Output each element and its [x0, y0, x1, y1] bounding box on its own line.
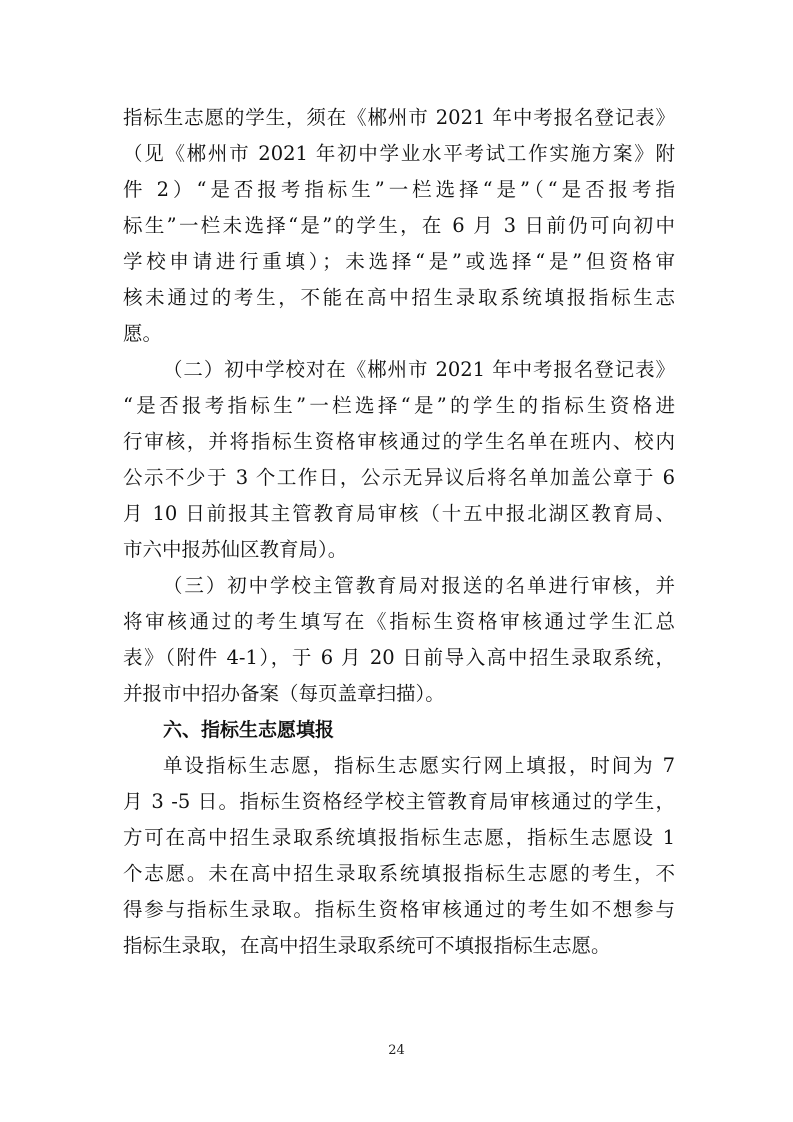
paragraph-line: 学校申请进行重填）；未选择“是”或选择“是”但资格审 — [123, 250, 675, 273]
paragraph-line: 市六中报苏仙区教育局）。 — [123, 538, 348, 561]
paragraph-line: 指标生志愿的学生，须在《郴州市 2021 年中考报名登记表》 — [123, 106, 675, 129]
paragraph-line: 表》（附件 4-1），于 6 月 20 日前导入高中招生录取系统， — [123, 646, 675, 669]
page-number: 24 — [388, 1043, 405, 1058]
paragraph-line: 单设指标生志愿，指标生志愿实行网上填报，时间为 7 — [163, 754, 675, 777]
paragraph-line: 方可在高中招生录取系统填报指标生志愿，指标生志愿设 1 — [123, 826, 675, 849]
paragraph-line: 愿。 — [123, 322, 163, 345]
paragraph-line: 指标生录取，在高中招生录取系统可不填报指标生志愿。 — [123, 934, 611, 957]
paragraph-line: 公示不少于 3 个工作日，公示无异议后将名单加盖公章于 6 — [123, 466, 675, 489]
paragraph-line: 个志愿。未在高中招生录取系统填报指标生志愿的考生，不 — [123, 862, 675, 885]
paragraph-line: （三）初中学校主管教育局对报送的名单进行审核，并 — [163, 574, 675, 597]
paragraph-line: 并报市中招办备案（每页盖章扫描）。 — [123, 682, 445, 705]
paragraph-line: 核未通过的考生，不能在高中招生录取系统填报指标生志 — [123, 286, 675, 309]
paragraph-line: 标生”一栏未选择“是”的学生，在 6 月 3 日前仍可向初中 — [123, 214, 675, 237]
document-body — [123, 100, 675, 964]
paragraph-line: 将审核通过的考生填写在《指标生资格审核通过学生汇总 — [123, 610, 675, 633]
section-heading: 六、指标生志愿填报 — [163, 719, 335, 741]
paragraph-line: 月 3 -5 日。指标生资格经学校主管教育局审核通过的学生， — [123, 790, 675, 813]
paragraph-line: （二）初中学校对在《郴州市 2021 年中考报名登记表》 — [163, 358, 675, 381]
paragraph-line: （见《郴州市 2021 年初中学业水平考试工作实施方案》附 — [123, 142, 675, 165]
paragraph-line: 行审核，并将指标生资格审核通过的学生名单在班内、校内 — [123, 430, 675, 453]
paragraph-line: 月 10 日前报其主管教育局审核（十五中报北湖区教育局、 — [123, 502, 675, 525]
paragraph-line: “是否报考指标生”一栏选择“是”的学生的指标生资格进 — [123, 394, 675, 417]
paragraph-line: 件 2）“是否报考指标生”一栏选择“是”（“是否报考指 — [123, 178, 675, 201]
paragraph-line: 得参与指标生录取。指标生资格审核通过的考生如不想参与 — [123, 898, 675, 921]
